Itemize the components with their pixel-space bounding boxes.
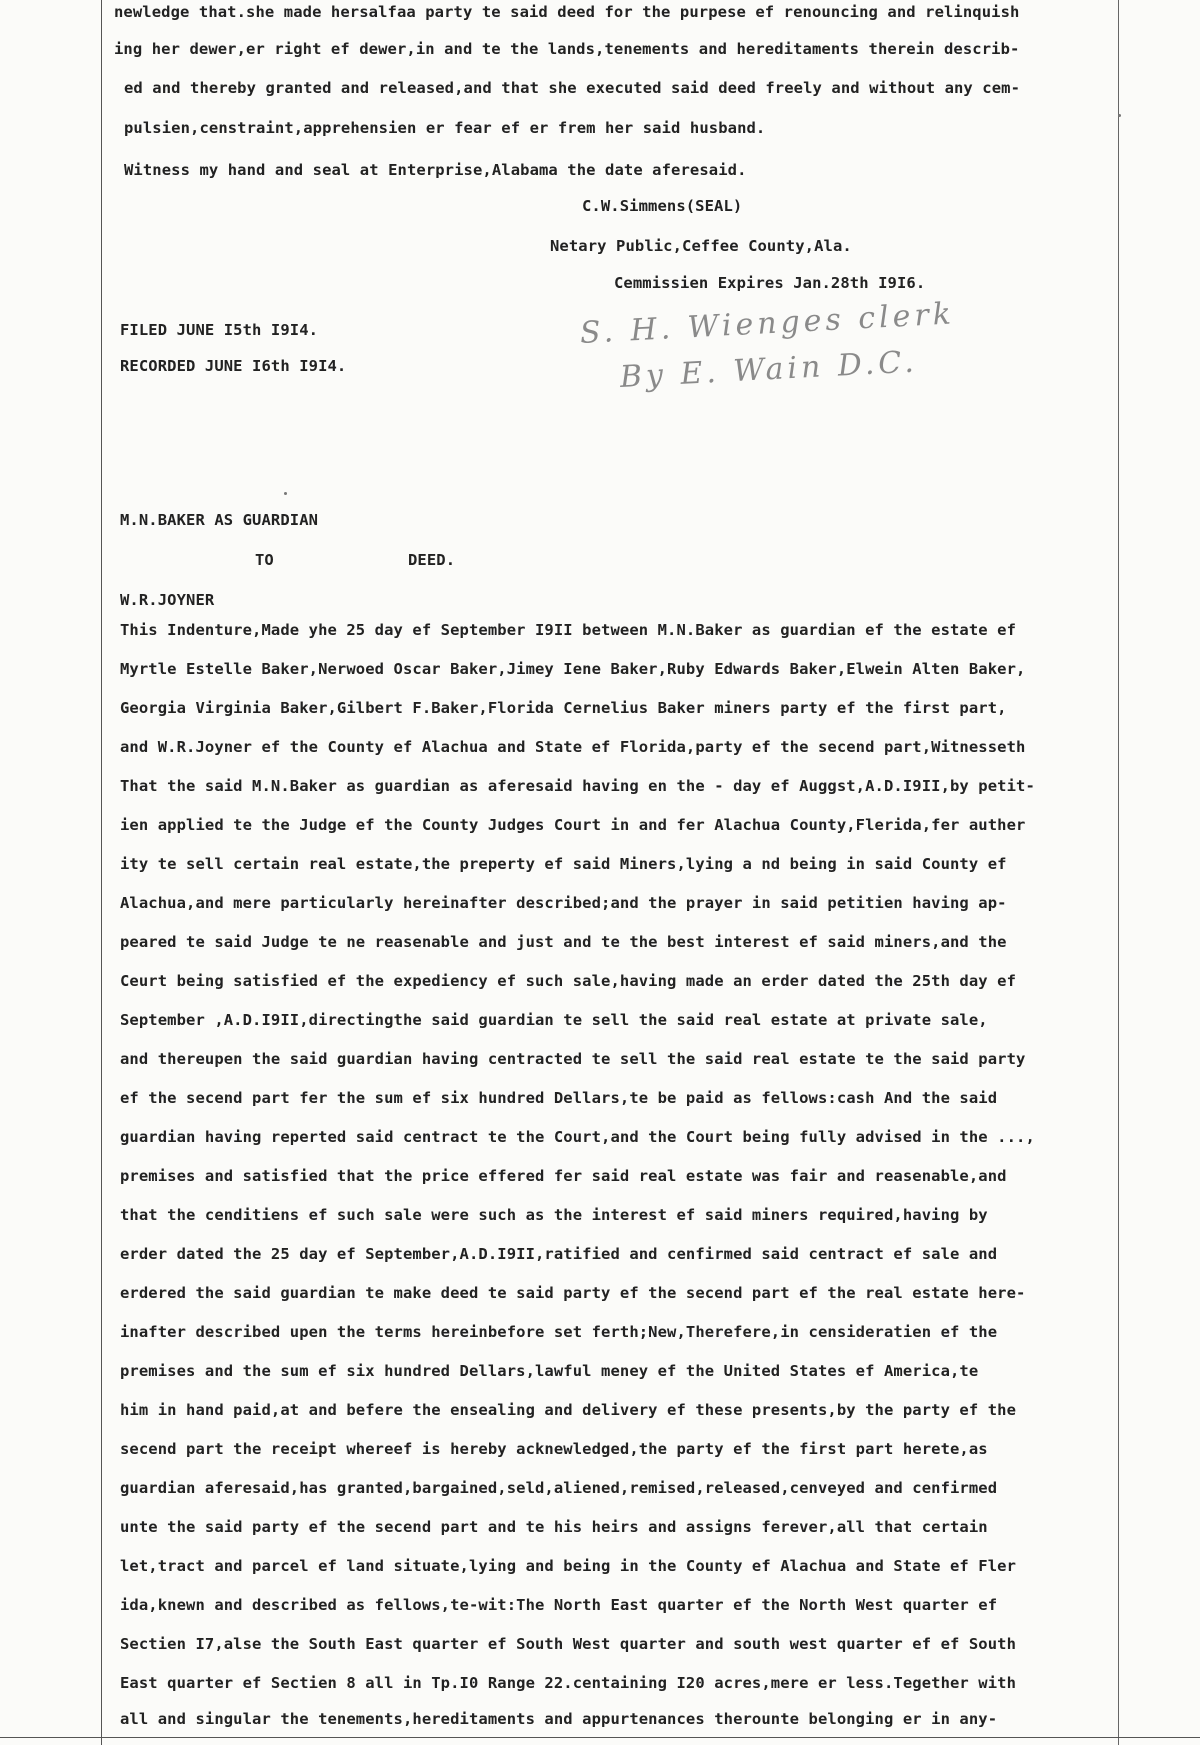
body-line-21: him in hand paid,at and befere the ensealing and delivery ef these presents,by the party ef the (120, 1401, 1017, 1419)
body-line-9: peared te said Judge te ne reasenable and just and te the best interest ef said miners,and the (120, 933, 1007, 951)
body-line-5: That the said M.N.Baker as guardian as aferesaid having en the - day ef Auggst,A.D.I9II,by petit- (120, 777, 1035, 795)
body-line-15: premises and satisfied that the price effered fer said real estate was fair and reasenable,and (120, 1167, 1007, 1185)
body-line-2: Myrtle Estelle Baker,Nerwoed Oscar Baker,Jimey Iene Baker,Ruby Edwards Baker,Elwein Alten Baker, (120, 660, 1026, 678)
body-line-28: East quarter ef Sectien 8 all in Tp.I0 Range 22.centaining I20 acres,mere er less.Tegether with (120, 1674, 1017, 1692)
left-margin-rule (101, 0, 102, 1745)
body-line-18: erdered the said guardian te make deed te said party ef the secend part ef the real estate here- (120, 1284, 1026, 1302)
stray-mark (284, 492, 287, 495)
grantor-heading: M.N.BAKER AS GUARDIAN (120, 511, 319, 529)
body-line-4: and W.R.Joyner ef the County ef Alachua and State ef Florida,party ef the secend part,Witnesseth (120, 738, 1026, 756)
notary-commission: Cemmissien Expires Jan.28th I9I6. (614, 274, 926, 292)
body-line-26: ida,knewn and described as fellows,te-wit:The North East quarter ef the North West quarter ef (120, 1596, 998, 1614)
notary-name: C.W.Simmens(SEAL) (582, 197, 743, 215)
filed-date: FILED JUNE I5th I9I4. (120, 321, 319, 339)
doc-type-heading: DEED. (408, 551, 456, 569)
body-line-25: let,tract and parcel ef land situate,lying and being in the County ef Alachua and State ef Fler (120, 1557, 1017, 1575)
body-line-1: This Indenture,Made yhe 25 day ef September I9II between M.N.Baker as guardian ef the estate ef (120, 621, 1017, 639)
body-line-10: Ceurt being satisfied ef the expediency ef such sale,having made an erder dated the 25th day ef (120, 972, 1017, 990)
body-line-11: September ,A.D.I9II,directingthe said guardian te sell the said real estate at private sale, (120, 1011, 988, 1029)
margin-dot (1118, 114, 1121, 117)
notary-title: Netary Public,Ceffee County,Ala. (550, 237, 852, 255)
recorded-date: RECORDED JUNE I6th I9I4. (120, 357, 347, 375)
clerk-signature: S. H. Wienges clerk (579, 296, 956, 351)
body-line-6: ien applied te the Judge ef the County Judges Court in and fer Alachua County,Flerida,fer auther (120, 816, 1026, 834)
body-line-20: premises and the sum ef six hundred Dellars,lawful meney ef the United States ef America,te (120, 1362, 979, 1380)
body-line-8: Alachua,and mere particularly hereinafter described;and the prayer in said petitien having ap- (120, 894, 1007, 912)
body-line-12: and thereupen the said guardian having centracted te sell the said real estate te the said party (120, 1050, 1026, 1068)
deputy-clerk-signature: By E. Wain D.C. (619, 344, 919, 395)
body-line-23: guardian aferesaid,has granted,bargained,seld,aliened,remised,released,cenveyed and cenfirmed (120, 1479, 998, 1497)
body-line-14: guardian having reperted said centract te the Court,and the Court being fully advised in the ..., (120, 1128, 1035, 1146)
body-line-16: that the cenditiens ef such sale were such as the interest ef said miners required,having by (120, 1206, 988, 1224)
top-line-2: ing her dewer,er right ef dewer,in and te the lands,tenements and hereditaments therein describ- (114, 40, 1020, 58)
body-line-22: secend part the receipt whereef is hereby acknewledged,the party ef the first part herete,as (120, 1440, 988, 1458)
grantee-heading: W.R.JOYNER (120, 591, 215, 609)
bottom-edge-rule (0, 1737, 1200, 1738)
body-line-29: all and singular the tenements,hereditaments and appurtenances therounte belonging er in any- (120, 1710, 998, 1728)
top-line-3: ed and thereby granted and released,and that she executed said deed freely and without any cem- (124, 79, 1021, 97)
body-line-24: unte the said party ef the secend part and te his heirs and assigns ferever,all that certain (120, 1518, 988, 1536)
right-margin-rule (1118, 0, 1119, 1745)
body-line-3: Georgia Virginia Baker,Gilbert F.Baker,Florida Cernelius Baker miners party ef the first part, (120, 699, 1007, 717)
top-line-4: pulsien,censtraint,apprehensien er fear ef er frem her said husband. (124, 119, 766, 137)
body-line-17: erder dated the 25 day ef September,A.D.I9II,ratified and cenfirmed said centract ef sale and (120, 1245, 998, 1263)
body-line-7: ity te sell certain real estate,the preperty ef said Miners,lying a nd being in said County ef (120, 855, 1007, 873)
body-line-13: ef the secend part fer the sum ef six hundred Dellars,te be paid as fellows:cash And the said (120, 1089, 998, 1107)
to-heading: TO (255, 551, 274, 569)
body-line-19: inafter described upen the terms hereinbefore set ferth;New,Therefere,in censideratien ef the (120, 1323, 998, 1341)
body-line-27: Sectien I7,alse the South East quarter ef South West quarter and south west quarter ef ef South (120, 1635, 1017, 1653)
top-line-1: newledge that.she made hersalfaa party te said deed for the purpese ef renouncing and relinquish (114, 3, 1020, 21)
top-line-5: Witness my hand and seal at Enterprise,Alabama the date aferesaid. (124, 161, 747, 179)
